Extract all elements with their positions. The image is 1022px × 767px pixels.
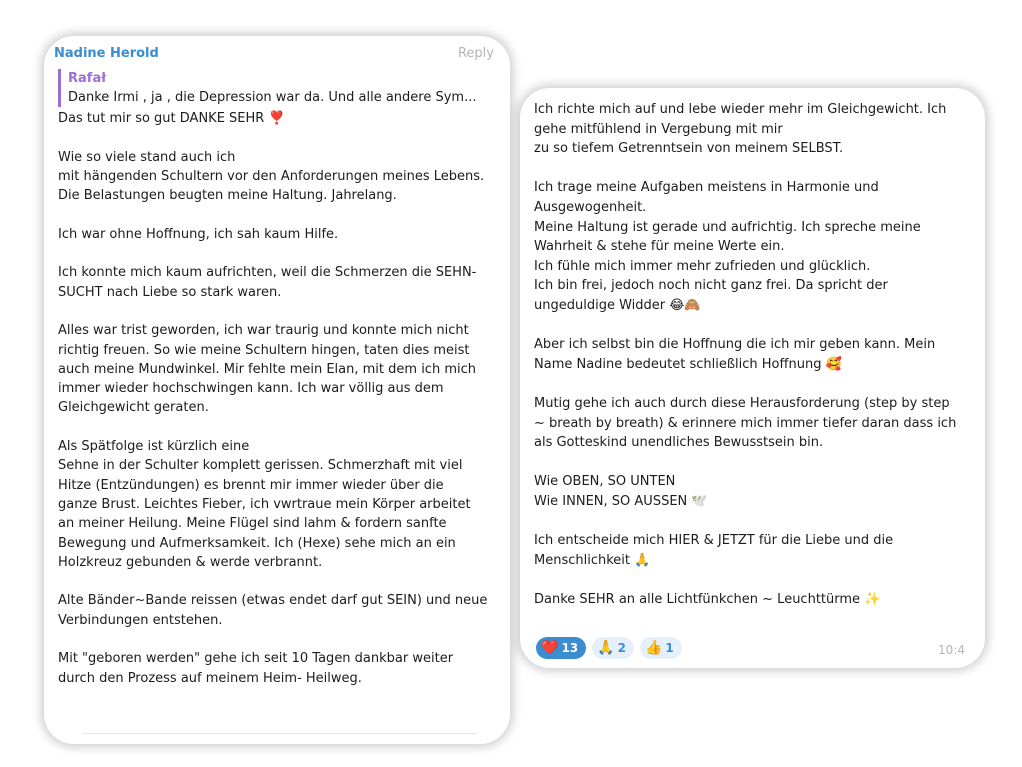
- message-line: Die Belastungen beugten meine Haltung. Jahrelang.: [58, 188, 397, 204]
- message-line: zu so tiefem Getrenntsein von meinem SELBST.: [534, 141, 844, 157]
- message-text: [58, 109, 496, 688]
- message-card-left: [44, 36, 510, 744]
- message-line: durch den Prozess auf meinem Heim- Heilweg.: [58, 670, 362, 686]
- message-line: Ich entscheide mich HIER & JETZT für die Liebe und die: [534, 533, 894, 549]
- reaction-chip[interactable]: [640, 637, 682, 659]
- message-line: ungeduldige Widder 😂🙈: [534, 297, 701, 313]
- message-line: Aber ich selbst bin die Hoffnung die ich mir geben kann. Mein: [534, 337, 936, 353]
- message-line: Wie OBEN, SO UNTEN: [534, 474, 676, 490]
- message-line: Sehne in der Schulter komplett gerissen. Schmerzhaft mit viel: [58, 458, 463, 474]
- reactions-bar: [536, 636, 682, 660]
- message-line: Als Spätfolge ist kürzlich eine: [58, 439, 250, 455]
- sender-name[interactable]: Nadine Herold: [54, 46, 159, 61]
- reaction-chip[interactable]: [536, 637, 586, 659]
- message-line: Mit "geboren werden" gehe ich seit 10 Tagen dankbar weiter: [58, 651, 454, 667]
- reaction-emoji-icon: 🙏: [597, 640, 615, 656]
- message-line: Meine Haltung ist gerade und aufrichtig. Ich spreche meine: [534, 219, 921, 235]
- message-line: Ich war ohne Hoffnung, ich sah kaum Hilfe.: [58, 226, 339, 242]
- message-line: Gleichgewicht geraten.: [58, 400, 209, 416]
- message-line: [534, 570, 971, 590]
- message-line: [534, 511, 971, 531]
- message-line: auch meine Mundwinkel. Mir fehlte mein Elan, mit dem ich mich: [58, 361, 476, 377]
- message-line: Hitze (Entzündungen) es brennt mir immer wieder über die: [58, 477, 444, 493]
- message-line: [58, 205, 496, 224]
- message-body: [54, 44, 496, 688]
- message-line: Ich trage meine Aufgaben meistens in Harmonie und: [534, 180, 879, 196]
- message-line: Ich bin frei, jedoch noch nicht ganz frei. Da spricht der: [534, 278, 888, 294]
- message-line: als Gotteskind unendliches Bewusstsein bin.: [534, 435, 824, 451]
- message-line: Das tut mir so gut DANKE SEHR ❣️: [58, 111, 285, 126]
- message-line: an meiner Heilung. Meine Flügel sind lahm & fordern sanfte: [58, 516, 447, 532]
- message-line: [58, 128, 496, 147]
- reply-button[interactable]: Reply: [457, 46, 494, 61]
- reaction-count: 1: [665, 641, 674, 655]
- message-line: [58, 630, 496, 649]
- message-line: [534, 159, 971, 179]
- reaction-count: 13: [561, 641, 579, 655]
- message-line: gehe mitfühlend in Vergebung mit mir: [534, 121, 783, 137]
- reaction-chip[interactable]: [592, 637, 634, 659]
- message-line: SUCHT nach Liebe so stark waren.: [58, 284, 282, 300]
- message-line: [534, 316, 971, 336]
- message-line: [58, 302, 496, 321]
- message-line: Wie so viele stand auch ich: [58, 149, 236, 165]
- message-time: 10:4: [938, 643, 965, 657]
- reaction-emoji-icon: ❤️: [541, 640, 559, 656]
- message-line: Menschlichkeit 🙏: [534, 552, 651, 568]
- message-line: [58, 418, 496, 437]
- message-line: Alles war trist geworden, ich war traurig und konnte mich nicht: [58, 323, 469, 339]
- message-line: Wie INNEN, SO AUSSEN 🕊️: [534, 493, 708, 509]
- message-body: [534, 100, 971, 609]
- message-line: Ich fühle mich immer mehr zufrieden und glücklich.: [534, 258, 871, 274]
- message-line: Mutig gehe ich auch durch diese Herausforderung (step by step: [534, 395, 950, 411]
- message-line: Verbindungen entstehen.: [58, 612, 223, 628]
- message-line: [58, 244, 496, 263]
- message-line: ~ breath by breath) & erinnere mich immer tiefer daran dass ich: [534, 415, 957, 431]
- message-line: Ausgewogenheit.: [534, 199, 647, 215]
- quoted-reply[interactable]: [58, 69, 496, 107]
- message-text: [534, 100, 971, 609]
- message-line: ganze Brust. Leichtes Fieber, ich vwrtraue mein Körper arbeitet: [58, 496, 471, 512]
- quote-text: Danke Irmi , ja , die Depression war da. Und alle andere Sym...: [68, 90, 477, 105]
- message-line: immer wieder hochschwingen kann. Ich war völlig aus dem: [58, 381, 444, 397]
- message-line: Ich konnte mich kaum aufrichten, weil die Schmerzen die SEHN-: [58, 265, 477, 281]
- message-line: [58, 572, 496, 591]
- reaction-emoji-icon: 👍: [644, 640, 663, 656]
- reaction-count: 2: [617, 641, 626, 655]
- message-line: Holzkreuz gebunden & werde verbrannt.: [58, 554, 323, 570]
- message-line: Ich richte mich auf und lebe wieder mehr im Gleichgewicht. Ich: [534, 102, 947, 117]
- message-header: [54, 44, 496, 66]
- message-line: Name Nadine bedeutet schließlich Hoffnung 🥰: [534, 356, 842, 372]
- message-line: richtig freuen. So wie meine Schultern hingen, taten dies meist: [58, 342, 470, 358]
- message-card-right: [520, 88, 985, 668]
- message-line: Danke SEHR an alle Lichtfünkchen ~ Leuchttürme ✨: [534, 591, 881, 607]
- message-line: mit hängenden Schultern vor den Anforderungen meines Lebens.: [58, 168, 485, 184]
- message-line: [534, 374, 971, 394]
- message-line: Bewegung und Aufmerksamkeit. Ich (Hexe) sehe mich an ein: [58, 535, 456, 551]
- message-line: [534, 453, 971, 473]
- message-line: Alte Bänder~Bande reissen (etwas endet darf gut SEIN) und neue: [58, 593, 488, 609]
- quote-author: Rafał: [68, 71, 107, 86]
- divider: [82, 733, 476, 734]
- message-line: Wahrheit & stehe für meine Werte ein.: [534, 239, 785, 255]
